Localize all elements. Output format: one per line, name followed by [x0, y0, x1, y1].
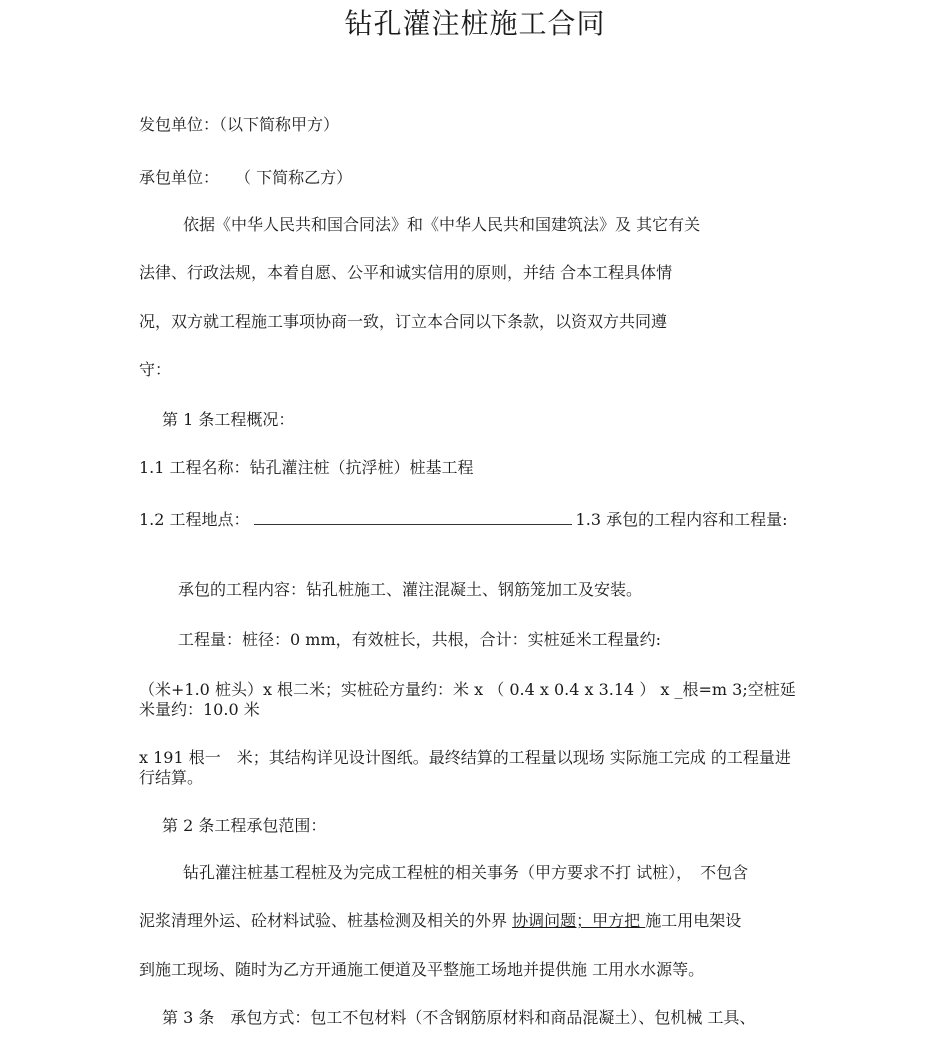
scope-content: 承包的工程内容：钻孔桩施工、灌注混凝土、钢筋笼加工及安装。: [178, 580, 643, 599]
scope-line-3: 到施工现场、随时为乙方开通施工便道及平整施工场地并提供施 工用水水源等。: [139, 960, 705, 979]
preamble-line-1: 依据《中华人民共和国合同法》和《中华人民共和国建筑法》及 其它有关: [183, 215, 701, 234]
calculation-line-2: x 191 根一 米；其结构详见设计图纸。最终结算的工程量以现场 实际施工完成 的工程量进行结算。: [139, 748, 791, 787]
scope-line-2-a: 泥浆清理外运、砼材料试验、桩基检测及相关的外界: [139, 911, 513, 930]
party-a-line: 发包单位：（以下简称甲方）: [139, 115, 340, 134]
preamble-line-4: 守：: [139, 360, 172, 379]
calculation-line-1: （米+1.0 桩头）x 根二米；实桩砼方量约：米 x （ 0.4 x 0.4 x 3.14 ） x _根=m 3;空桩延米量约：10.0 米: [139, 680, 796, 719]
site-address-blank: [254, 510, 572, 525]
quantity-line: 工程量：桩径：0 mm，有效桩长，共根，合计：实桩延米工程量约:: [178, 630, 662, 649]
scope-line-2: [139, 911, 741, 931]
article-2-heading: 第 2 条工程承包范围：: [162, 816, 327, 835]
scope-line-2-b: 施工用电架设: [645, 911, 742, 930]
scope-line-2-underlined: 协调问题；甲方把: [512, 911, 646, 930]
preamble-line-2: 法律、行政法规，本着自愿、公平和诚实信用的原则，并结 合本工程具体情: [139, 263, 673, 282]
preamble-line-3: 况，双方就工程施工事项协商一致，订立本合同以下条款，以资双方共同遵: [139, 312, 668, 331]
item-1-2-label: 1.2 工程地点：: [139, 510, 250, 529]
article-1-heading: 第 1 条工程概况：: [162, 410, 295, 429]
item-1-2: [139, 510, 799, 530]
scope-line-1: 钻孔灌注桩基工程桩及为完成工程桩的相关事务（甲方要求不打 试桩）， 不包含: [183, 863, 749, 882]
document-title: 钻孔灌注桩施工合同: [344, 7, 606, 40]
party-b-line: 承包单位： （ 下简称乙方）: [139, 168, 353, 187]
item-1-1: 1.1 工程名称：钻孔灌注桩（抗浮桩）桩基工程: [139, 458, 474, 477]
article-3-heading: 第 3 条 承包方式：包工不包材料（不含钢筋原材料和商品混凝土）、包机械 工具、: [162, 1008, 756, 1027]
item-1-3-text: 1.3 承包的工程内容和工程量:: [575, 510, 788, 529]
